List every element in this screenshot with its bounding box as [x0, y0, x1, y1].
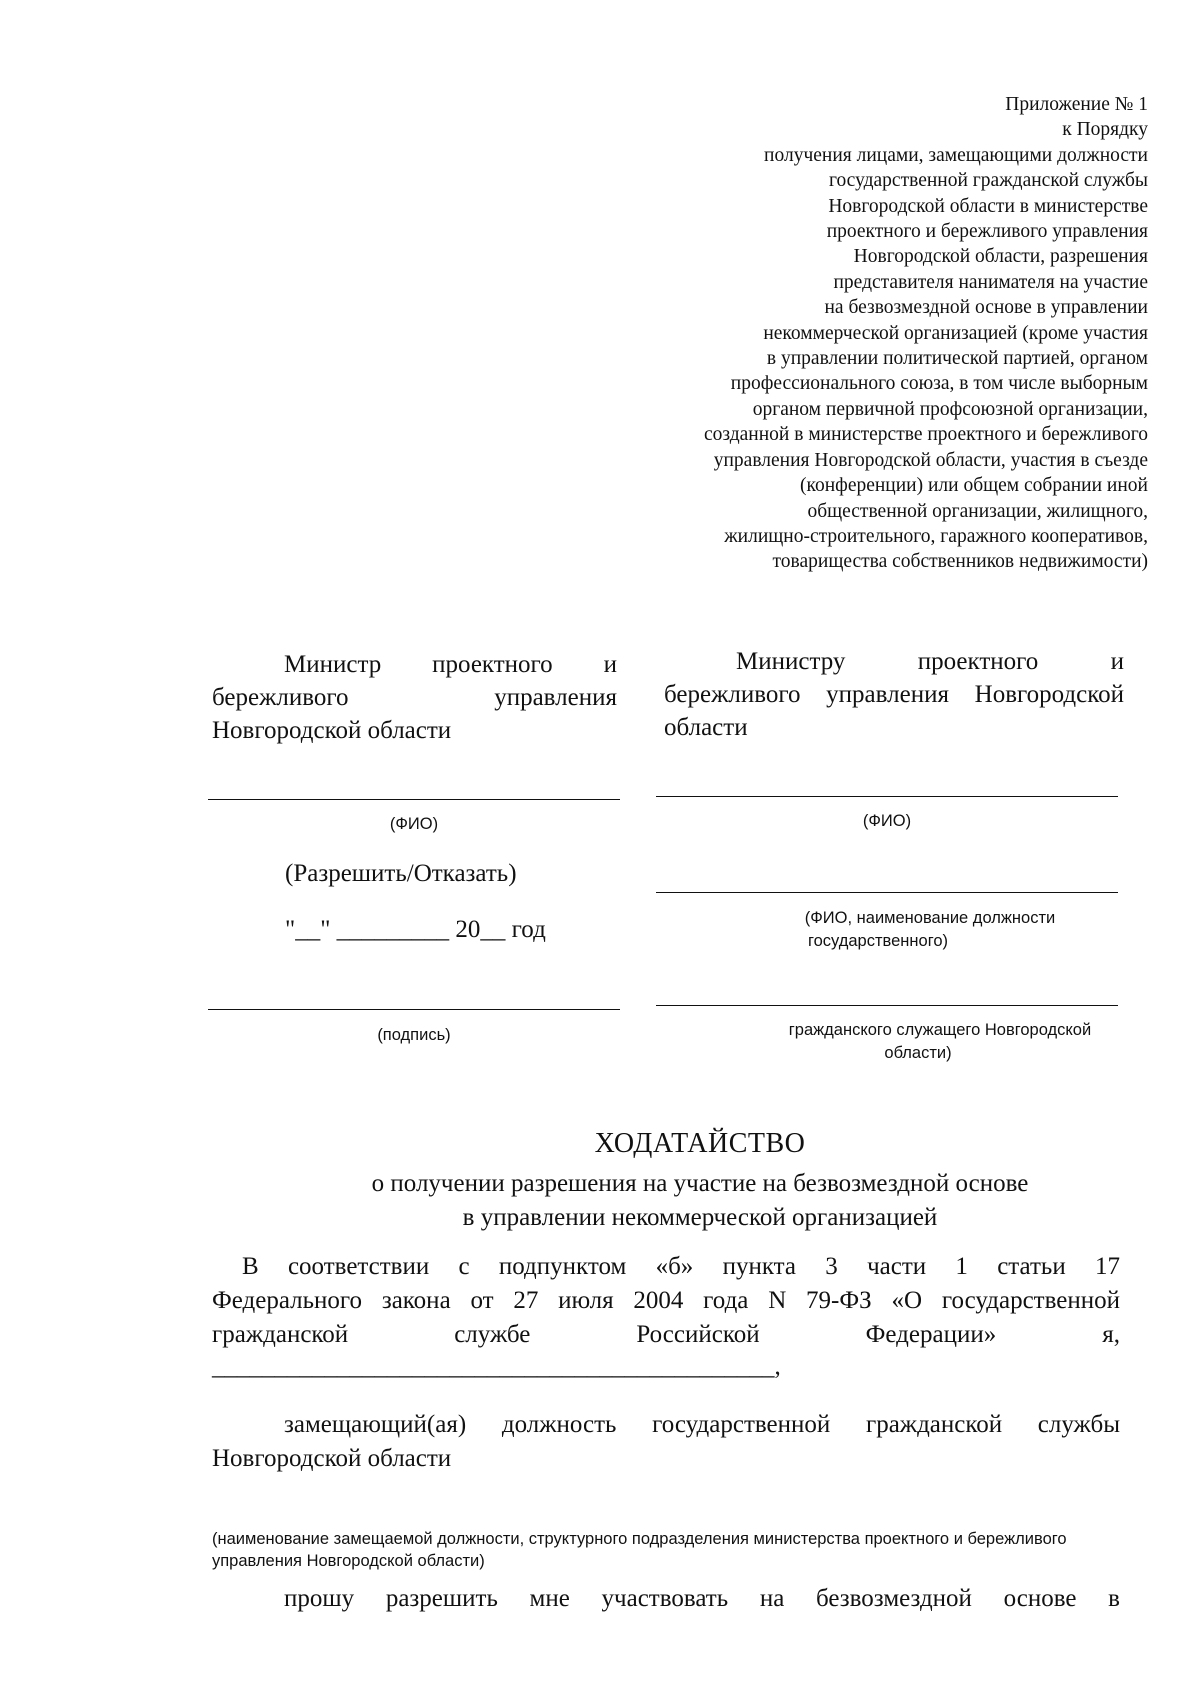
approver-fio-line [208, 799, 620, 800]
appendix-header [508, 92, 1148, 575]
applicant-line [656, 892, 1118, 893]
approver-title: Министр проектного и бережливого управления Новгородской области [212, 651, 617, 744]
appendix-line: государственной гражданской службы [828, 170, 1148, 192]
document-subtitle-2: в управлении некоммерческой организацией [462, 1204, 938, 1231]
appendix-line: Новгородской области в министерстве [828, 195, 1148, 217]
addressee-fio-line [656, 796, 1118, 797]
body-line: прошу разрешить мне участвовать на безвозмездной основе в [284, 1585, 1120, 1612]
appendix-line: управления Новгородской области, участия в съезде [713, 449, 1148, 471]
appendix-line: (конференции) или общем собрании иной [800, 475, 1148, 497]
appendix-line: общественной организации, жилищного, [807, 500, 1148, 522]
applicant-name-blank: _____________________________________________, [212, 1353, 781, 1380]
applicant-label-2: государственного) [807, 932, 949, 950]
body-line: Новгородской области [212, 1445, 452, 1472]
appendix-line: товарищества собственников недвижимости) [772, 551, 1148, 573]
approver-block [212, 648, 617, 747]
addressee-block [664, 645, 1124, 744]
appendix-line: получения лицами, замещающими должности [764, 144, 1148, 166]
appendix-line: жилищно-строительного, гаражного кооперативов, [724, 525, 1148, 547]
applicant-label-1: (ФИО, наименование должности [804, 909, 1056, 927]
servant-label-2: области) [884, 1044, 952, 1062]
addressee-fio-label: (ФИО) [862, 812, 912, 830]
appendix-line: в управлении политической партией, органом [766, 348, 1148, 370]
servant-line [656, 1005, 1118, 1006]
signature-line [208, 1009, 620, 1010]
body-line: В соответствии с подпунктом «б» пункта 3 части 1 статьи 17 [242, 1253, 1120, 1280]
appendix-line: на безвозмездной основе в управлении [824, 297, 1148, 319]
appendix-line: профессионального союза, в том числе выборным [730, 373, 1148, 395]
addressee-title: Министру проектного и бережливого управления Новгородской области [664, 648, 1124, 741]
appendix-line: проектного и бережливого управления [826, 221, 1148, 243]
appendix-line: Приложение № 1 [1005, 94, 1148, 115]
position-note: (наименование замещаемой должности, структурного подразделения министерства проектного и бережливого управления Новгородской области) [212, 1530, 1067, 1570]
date-line: "__" _________ 20__ год [285, 916, 546, 943]
body-line: Федерального закона от 27 июля 2004 года N 79-ФЗ «О государственной [212, 1287, 1120, 1314]
document-title: ХОДАТАЙСТВО [594, 1128, 806, 1159]
servant-label-1: гражданского служащего Новгородской [788, 1021, 1092, 1039]
body-line: замещающий(ая) должность государственной гражданской службы [284, 1411, 1120, 1438]
appendix-line: некоммерческой организацией (кроме участия [763, 322, 1148, 344]
appendix-line: Новгородской области, разрешения [853, 246, 1148, 268]
appendix-line: органом первичной профсоюзной организации, [752, 398, 1148, 420]
approver-fio-label: (ФИО) [389, 815, 439, 833]
signature-label: (подпись) [377, 1026, 451, 1044]
appendix-line: представителя нанимателя на участие [833, 271, 1148, 293]
appendix-line: созданной в министерстве проектного и бережливого [703, 424, 1148, 446]
document-subtitle-1: о получении разрешения на участие на безвозмездной основе [371, 1170, 1029, 1197]
body-line: гражданской службе Российской Федерации» я, [212, 1321, 1120, 1348]
decision-label: (Разрешить/Отказать) [285, 860, 517, 887]
appendix-line: к Порядку [1062, 119, 1148, 141]
